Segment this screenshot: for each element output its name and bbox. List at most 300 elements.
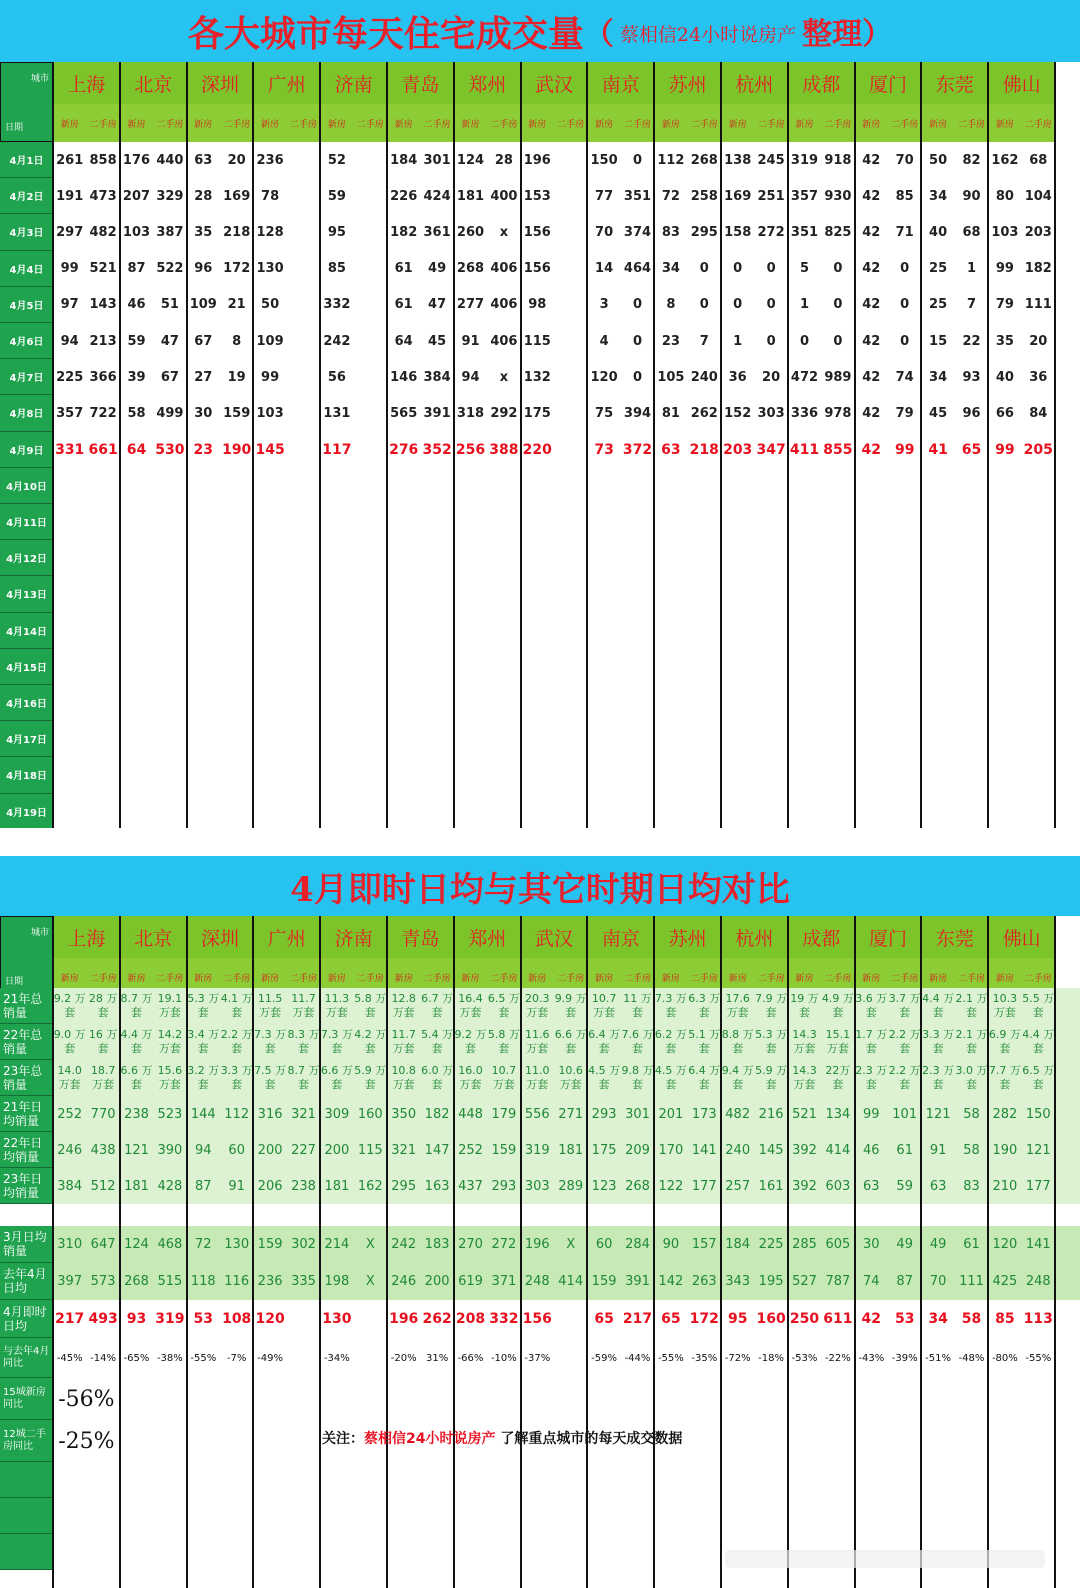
yoy-value: -20% xyxy=(390,1352,417,1364)
column-divider xyxy=(720,916,722,1588)
recent-average-value: 343 xyxy=(725,1274,751,1289)
recent-average-value: 74 xyxy=(863,1274,880,1289)
average-value: 295 xyxy=(391,1178,417,1194)
daily-value: 930 xyxy=(824,188,852,204)
average-value: 482 xyxy=(725,1106,751,1122)
daily-value: 978 xyxy=(824,405,852,421)
city-header: 武汉 xyxy=(521,916,588,958)
daily-value: 104 xyxy=(1024,188,1052,204)
yoy-value: -48% xyxy=(958,1352,985,1364)
daily-value: 45 xyxy=(428,333,447,349)
daily-title-open: （ xyxy=(583,17,614,52)
recent-average-value: 159 xyxy=(257,1237,283,1252)
april-average-value: 493 xyxy=(88,1311,118,1327)
daily-value: 172 xyxy=(223,261,251,277)
total-sales-value: 6.4 万套 xyxy=(588,1028,621,1055)
daily-table xyxy=(0,62,1080,828)
average-value: 216 xyxy=(758,1106,784,1122)
corner-city-label: 城市 xyxy=(30,928,49,938)
daily-value: 0 xyxy=(632,333,643,349)
daily-value: 3 xyxy=(599,297,609,313)
daily-value: 98 xyxy=(528,297,547,313)
recent-average-value: 60 xyxy=(595,1237,613,1252)
second-hand-label: 二手房 xyxy=(287,104,320,142)
daily-value: 1 xyxy=(799,297,810,313)
total-sales-value: 2.2 万套 xyxy=(888,1064,921,1091)
total-sales-value: 5.3 万套 xyxy=(755,1028,788,1055)
april-average-value: 85 xyxy=(995,1311,1015,1327)
column-divider xyxy=(653,62,655,828)
column-divider xyxy=(252,916,254,1588)
second-hand-label: 二手房 xyxy=(554,104,587,142)
daily-value: 70 xyxy=(595,224,614,240)
total-sales-value: 7.9 万套 xyxy=(755,992,788,1019)
yoy-value: -35% xyxy=(691,1352,718,1364)
daily-value xyxy=(354,359,387,395)
total-sales-value: 18.7 万套 xyxy=(90,1064,116,1091)
recent-average-value: 310 xyxy=(57,1237,83,1252)
total-sales-value: 12.8 万套 xyxy=(391,992,416,1019)
total-sales-row xyxy=(0,1024,1080,1060)
recent-average-value: X xyxy=(365,1274,375,1289)
daily-value: 94 xyxy=(60,333,79,349)
average-value: 181 xyxy=(124,1178,149,1194)
daily-value: 42 xyxy=(862,224,881,240)
daily-value: 226 xyxy=(390,188,418,204)
april-average-value: 93 xyxy=(126,1311,147,1327)
daily-value: 162 xyxy=(991,152,1019,168)
daily-value: 387 xyxy=(156,224,184,240)
recent-average-value: 183 xyxy=(424,1237,450,1252)
total-sales-value: 11.7 万套 xyxy=(391,1028,416,1055)
average-value: 240 xyxy=(725,1142,751,1158)
daily-value: 93 xyxy=(962,369,981,385)
daily-value: 7 xyxy=(699,333,709,349)
recent-average-value: 142 xyxy=(658,1274,684,1289)
april-average-value: 217 xyxy=(55,1311,85,1327)
average-value: 252 xyxy=(57,1106,83,1122)
total-sales-value: 8.3 万套 xyxy=(287,1028,320,1055)
column-divider xyxy=(386,916,388,1588)
daily-value: 218 xyxy=(689,441,719,458)
daily-value xyxy=(554,323,587,359)
new-house-label: 新房 xyxy=(721,104,754,142)
daily-value: 47 xyxy=(160,333,179,349)
daily-value: 184 xyxy=(390,152,418,168)
city-header: 深圳 xyxy=(187,916,254,958)
yoy-value: -55% xyxy=(190,1352,217,1364)
average-value: 91 xyxy=(228,1178,245,1194)
daily-value: 440 xyxy=(156,152,184,168)
total-sales-row xyxy=(0,1060,1080,1096)
total-sales-value: 9.2 万套 xyxy=(53,992,86,1019)
daily-title-main: 各大城市每天住宅成交量 xyxy=(187,12,584,55)
average-value: 257 xyxy=(725,1178,751,1194)
column-divider xyxy=(1054,916,1056,1588)
daily-value: 191 xyxy=(56,188,84,204)
row-label: 15城新房同比 xyxy=(0,1378,53,1420)
sub-header-row xyxy=(0,104,1080,142)
daily-value: 225 xyxy=(56,369,84,385)
date-cell: 4月1日 xyxy=(0,142,53,178)
total-sales-value: 15.6 万套 xyxy=(157,1064,183,1091)
average-value: 58 xyxy=(963,1142,980,1158)
daily-value xyxy=(554,178,587,214)
april-average-value: 217 xyxy=(622,1311,653,1327)
daily-value: 111 xyxy=(1024,297,1052,313)
row-label: 21年日均销量 xyxy=(0,1096,53,1132)
total-sales-value: 6.9 万套 xyxy=(988,1028,1021,1055)
recent-average-value: 49 xyxy=(896,1237,913,1252)
daily-value: 20 xyxy=(1029,333,1048,349)
total-sales-value: 4.9 万套 xyxy=(821,992,854,1019)
city-header: 济南 xyxy=(320,916,387,958)
daily-value: 855 xyxy=(823,441,853,458)
april-average-value: 58 xyxy=(961,1311,982,1327)
total-sales-value: 6.6 万套 xyxy=(554,1028,587,1055)
average-value: 170 xyxy=(658,1142,684,1158)
total-sales-value: 6.6 万套 xyxy=(320,1064,353,1091)
column-divider xyxy=(252,62,254,828)
city-header: 厦门 xyxy=(855,916,922,958)
april-average-value: 262 xyxy=(422,1311,452,1327)
daily-value: 0 xyxy=(833,261,843,277)
total-sales-value: 8.7 万套 xyxy=(287,1064,320,1091)
total-sales-value: 11 万套 xyxy=(623,992,652,1019)
recent-average-value: 527 xyxy=(792,1274,817,1289)
column-divider xyxy=(119,62,121,828)
city-header: 苏州 xyxy=(654,62,721,104)
daily-value: 117 xyxy=(322,441,352,458)
average-value: 115 xyxy=(357,1142,383,1158)
average-value: 59 xyxy=(896,1178,913,1194)
daily-value: 268 xyxy=(456,261,485,277)
new-house-label: 新房 xyxy=(921,958,954,996)
daily-value: 240 xyxy=(690,369,718,385)
city-header: 成都 xyxy=(788,916,855,958)
total-sales-value: 1.7 万套 xyxy=(855,1028,888,1055)
daily-value: 20 xyxy=(762,369,781,385)
second-hand-label: 二手房 xyxy=(688,958,721,996)
second-hand-label: 二手房 xyxy=(821,104,854,142)
april-average-value xyxy=(287,1300,320,1338)
daily-value: 103 xyxy=(122,224,151,240)
new-house-label: 新房 xyxy=(120,958,153,996)
yoy-value: -14% xyxy=(90,1352,116,1364)
yoy-value: -44% xyxy=(624,1352,651,1364)
daily-value: 65 xyxy=(961,441,982,458)
daily-value: 181 xyxy=(456,188,485,204)
column-divider xyxy=(854,916,856,1588)
recent-average-value: 414 xyxy=(558,1274,584,1289)
daily-value: 0 xyxy=(799,333,810,349)
city-header: 北京 xyxy=(120,62,187,104)
daily-value xyxy=(287,323,320,359)
daily-value: 411 xyxy=(789,441,820,458)
city-header: 青岛 xyxy=(387,62,454,104)
daily-value xyxy=(287,142,320,178)
average-value: 99 xyxy=(863,1106,880,1122)
daily-value: 52 xyxy=(327,152,346,168)
recent-average-row xyxy=(0,1263,1080,1300)
recent-average-value: 124 xyxy=(124,1237,149,1252)
daily-value: 21 xyxy=(227,297,246,313)
daily-value: 336 xyxy=(790,405,819,421)
average-value: 603 xyxy=(825,1178,851,1194)
average-value: 159 xyxy=(491,1142,517,1158)
new-house-label: 新房 xyxy=(454,104,487,142)
daily-value: 130 xyxy=(256,261,284,277)
daily-value: 8 xyxy=(232,333,242,349)
city-header: 郑州 xyxy=(454,62,521,104)
yoy-value: -38% xyxy=(156,1352,183,1364)
date-cell: 4月3日 xyxy=(0,214,53,250)
compare-title: 4月即时日均与其它时期日均对比 xyxy=(0,856,1080,916)
daily-value: 41 xyxy=(928,441,948,458)
average-value: 181 xyxy=(324,1178,350,1194)
yoy-value: -80% xyxy=(991,1352,1018,1364)
daily-value: 42 xyxy=(862,297,881,313)
new-house-label: 新房 xyxy=(120,104,153,142)
recent-average-value: 515 xyxy=(157,1274,183,1289)
second-hand-label: 二手房 xyxy=(86,958,119,996)
new-house-label: 新房 xyxy=(53,958,86,996)
new-house-label: 新房 xyxy=(521,958,554,996)
daily-value: 277 xyxy=(456,297,485,313)
column-divider xyxy=(453,62,455,828)
daily-value: 115 xyxy=(523,333,551,349)
average-value: 101 xyxy=(892,1106,918,1122)
daily-value: 109 xyxy=(256,333,284,349)
total-sales-value: 5.8 万套 xyxy=(354,992,387,1019)
daily-value: 67 xyxy=(194,333,213,349)
average-value: 392 xyxy=(792,1142,817,1158)
total-sales-value: 6.3 万套 xyxy=(688,992,721,1019)
daily-value: 94 xyxy=(461,369,480,385)
daily-value: 499 xyxy=(156,405,184,421)
average-value: 145 xyxy=(758,1142,784,1158)
april-average-value: 53 xyxy=(193,1311,214,1327)
average-value: 162 xyxy=(357,1178,383,1194)
city-header: 广州 xyxy=(253,916,320,958)
average-value: 190 xyxy=(992,1142,1018,1158)
daily-title-source: 蔡相信24小时说房产 xyxy=(619,23,797,46)
total-sales-value: 16 万套 xyxy=(88,1028,118,1055)
daily-value: 91 xyxy=(461,333,480,349)
recent-average-value: 248 xyxy=(1025,1274,1051,1289)
daily-value: 27 xyxy=(194,369,213,385)
daily-value xyxy=(354,395,387,431)
daily-value xyxy=(287,359,320,395)
daily-value: 73 xyxy=(594,441,614,458)
new-house-label: 新房 xyxy=(788,104,821,142)
total-sales-value: 6.5 万套 xyxy=(1022,1064,1055,1091)
second-hand-label: 二手房 xyxy=(754,958,787,996)
recent-average-value: 605 xyxy=(825,1237,851,1252)
daily-value: 14 xyxy=(595,261,614,277)
total-sales-value: 4.2 万套 xyxy=(354,1028,387,1055)
daily-value: 63 xyxy=(661,441,681,458)
recent-average-value: 72 xyxy=(195,1237,212,1252)
daily-value: 722 xyxy=(89,405,117,421)
daily-value: 156 xyxy=(523,224,551,240)
total-sales-value: 5.3 万套 xyxy=(187,992,220,1019)
total-sales-value: 9.8 万套 xyxy=(621,1064,654,1091)
total-sales-value: 4.5 万套 xyxy=(654,1064,687,1091)
second-hand-label: 二手房 xyxy=(1022,958,1055,996)
note-suffix: 了解重点城市的每天成交数据 xyxy=(500,1431,683,1447)
date-row xyxy=(0,504,1080,540)
daily-value: 530 xyxy=(155,441,185,458)
yoy-value: -65% xyxy=(123,1352,150,1364)
daily-value: 0 xyxy=(632,369,643,385)
daily-value: 357 xyxy=(790,188,819,204)
april-average-value: 113 xyxy=(1023,1311,1053,1327)
daily-value: 203 xyxy=(1024,224,1052,240)
average-value: 141 xyxy=(691,1142,717,1158)
total-sales-value: 7.7 万套 xyxy=(988,1064,1021,1091)
daily-value: 42 xyxy=(862,333,881,349)
date-row xyxy=(0,649,1080,685)
date-row xyxy=(0,287,1080,323)
date-cell: 4月8日 xyxy=(0,395,53,431)
column-divider xyxy=(319,916,321,1588)
recent-average-value: 214 xyxy=(324,1237,350,1252)
date-cell: 4月9日 xyxy=(0,432,53,468)
second-hand-label: 二手房 xyxy=(621,958,654,996)
daily-value: 85 xyxy=(327,261,346,277)
daily-value: 153 xyxy=(523,188,551,204)
yoy-value: 31% xyxy=(425,1352,449,1364)
april-average-value: 172 xyxy=(689,1311,719,1327)
new-house-label: 新房 xyxy=(654,104,687,142)
daily-value: 0 xyxy=(766,297,776,313)
watermark xyxy=(725,1550,1045,1568)
total-sales-value: 7.3 万套 xyxy=(254,1028,287,1055)
row-label: 3月日均销量 xyxy=(0,1226,53,1263)
average-value: 201 xyxy=(658,1106,684,1122)
column-divider xyxy=(52,62,54,828)
total-sales-value: 19.1 万套 xyxy=(157,992,183,1019)
april-average-value: 53 xyxy=(894,1311,915,1327)
daily-value xyxy=(354,142,387,178)
average-value: 83 xyxy=(963,1178,980,1194)
daily-value: 565 xyxy=(390,405,418,421)
average-value: 414 xyxy=(825,1142,851,1158)
daily-value: 329 xyxy=(156,188,184,204)
average-value: 437 xyxy=(458,1178,483,1194)
city-header: 苏州 xyxy=(654,916,721,958)
daily-value: 159 xyxy=(223,405,251,421)
average-value: 63 xyxy=(863,1178,880,1194)
daily-value: 61 xyxy=(394,261,413,277)
daily-value: 34 xyxy=(661,261,680,277)
daily-value: 95 xyxy=(327,224,346,240)
new-house-label: 新房 xyxy=(654,958,687,996)
daily-value: 169 xyxy=(223,188,251,204)
total-sales-value: 14.2 万套 xyxy=(157,1028,183,1055)
daily-value: 0 xyxy=(733,261,743,277)
average-value: 206 xyxy=(257,1178,283,1194)
average-value: 134 xyxy=(825,1106,851,1122)
new-house-label: 新房 xyxy=(454,958,487,996)
daily-value: 388 xyxy=(489,441,519,458)
april-average-value: 95 xyxy=(727,1311,748,1327)
city-header: 杭州 xyxy=(721,916,788,958)
daily-value xyxy=(554,251,587,287)
total-sales-value: 14.0 万套 xyxy=(57,1064,82,1091)
daily-value: 276 xyxy=(389,441,419,458)
daily-value: 45 xyxy=(929,405,948,421)
summary-row xyxy=(0,1378,1080,1420)
total-sales-value: 9.2 万套 xyxy=(454,1028,487,1055)
city-header: 广州 xyxy=(253,62,320,104)
april-average-value: 65 xyxy=(594,1311,614,1327)
average-value: 177 xyxy=(1025,1178,1051,1194)
total-sales-value: 7.5 万套 xyxy=(254,1064,287,1091)
daily-value xyxy=(554,395,587,431)
second-hand-label: 二手房 xyxy=(621,104,654,142)
city-header: 济南 xyxy=(320,62,387,104)
recent-average-value: 647 xyxy=(90,1237,116,1252)
daily-value: 319 xyxy=(790,152,819,168)
daily-value xyxy=(554,287,587,323)
total-sales-value: 6.2 万套 xyxy=(654,1028,687,1055)
daily-value: 261 xyxy=(56,152,84,168)
note-prefix: 关注： xyxy=(322,1431,364,1447)
daily-title-tail: 整理） xyxy=(802,17,893,52)
daily-value: 989 xyxy=(824,369,852,385)
daily-value: 61 xyxy=(394,297,413,313)
total-sales-value: 2.1 万套 xyxy=(955,1028,988,1055)
daily-value: 332 xyxy=(323,297,351,313)
total-sales-value: 6.0 万套 xyxy=(421,1064,454,1091)
april-average-value: 130 xyxy=(322,1311,352,1327)
total-sales-value: 8.7 万套 xyxy=(120,992,153,1019)
city-header: 南京 xyxy=(587,62,654,104)
daily-value: 268 xyxy=(690,152,718,168)
date-row xyxy=(0,432,1080,468)
recent-average-value: 787 xyxy=(825,1274,851,1289)
second-hand-label: 二手房 xyxy=(754,104,787,142)
yoy-row xyxy=(0,1338,1080,1378)
row-label: 与去年4月同比 xyxy=(0,1338,53,1378)
city-header: 郑州 xyxy=(454,916,521,958)
city-header: 青岛 xyxy=(387,916,454,958)
recent-average-value: 87 xyxy=(896,1274,913,1289)
recent-average-value: 198 xyxy=(324,1274,350,1289)
total-sales-value: 19 万套 xyxy=(790,992,819,1019)
daily-value: 394 xyxy=(623,405,652,421)
column-divider xyxy=(920,916,922,1588)
daily-value: 74 xyxy=(895,369,914,385)
daily-value: 918 xyxy=(824,152,852,168)
daily-value: 58 xyxy=(127,405,146,421)
second-hand-label: 二手房 xyxy=(220,958,253,996)
daily-value: 67 xyxy=(160,369,179,385)
date-cell: 4月11日 xyxy=(0,504,53,540)
corner-city-label: 城市 xyxy=(30,74,49,84)
average-value: 173 xyxy=(691,1106,717,1122)
daily-value: 0 xyxy=(900,333,910,349)
average-value: 321 xyxy=(291,1106,316,1122)
date-row xyxy=(0,468,1080,504)
column-divider xyxy=(586,62,588,828)
daily-value: 34 xyxy=(929,188,948,204)
april-average-value: 34 xyxy=(928,1311,948,1327)
april-average-value: 319 xyxy=(155,1311,185,1327)
compare-table xyxy=(0,916,1080,1588)
